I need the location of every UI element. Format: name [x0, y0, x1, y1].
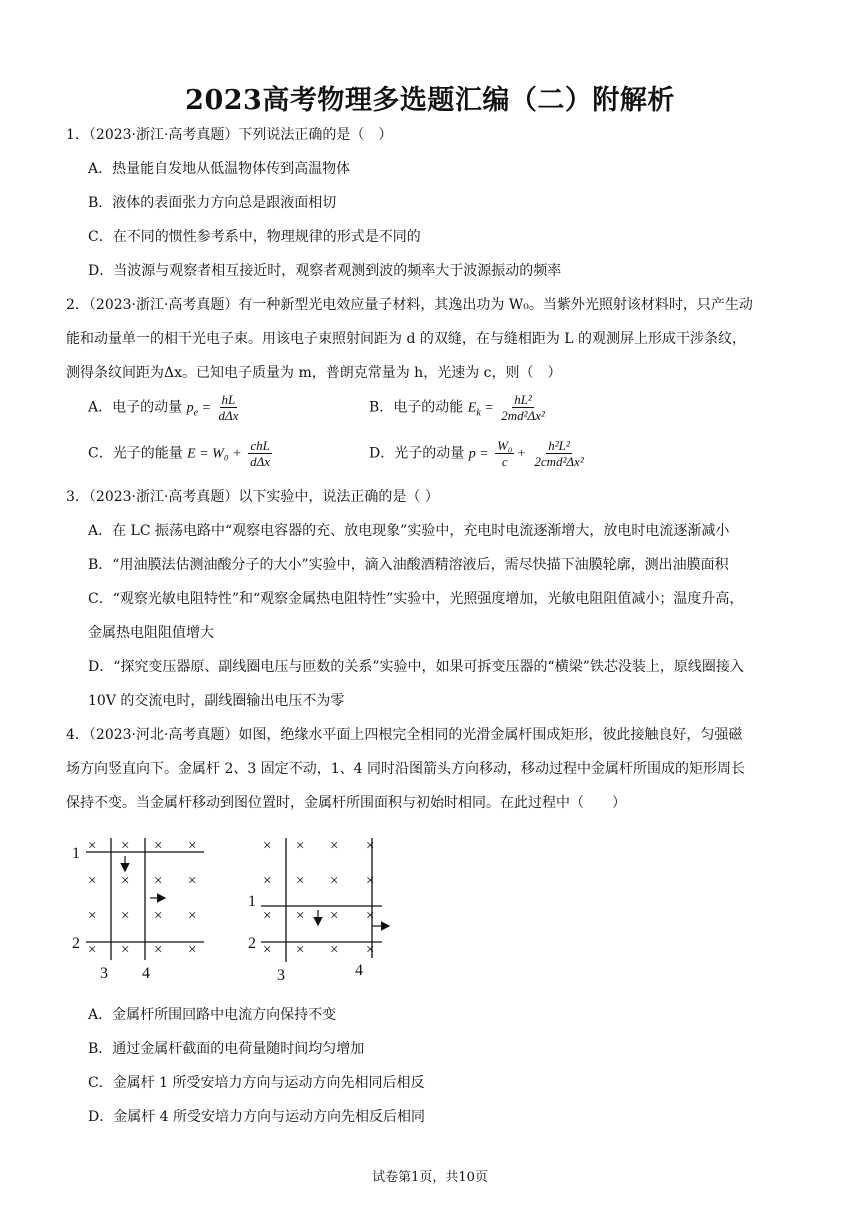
question-4-option-b: B．通过金属杆截面的电荷量随时间均匀增加 [88, 1041, 365, 1057]
question-2-option-c [88, 438, 274, 469]
svg-text:×: × [366, 942, 375, 958]
formula-lhs: p [186, 400, 194, 416]
svg-text:×: × [121, 838, 130, 854]
numerator: chL [250, 438, 270, 453]
svg-text:×: × [88, 838, 97, 854]
formula-lhs: E = W₀ + [187, 446, 242, 462]
formula-fraction-1 [495, 438, 514, 469]
svg-text:×: × [188, 873, 197, 889]
initial-rectangle-diagram [72, 838, 204, 982]
label-rod-3: 3 [277, 967, 285, 984]
option-c-label: C．光子的能量 [88, 445, 188, 462]
question-4-stem-line-1: 4．（2023·河北·高考真题）如图，绝缘水平面上四根完全相同的光滑金属杆围成矩形，彼此接触良好，匀强磁 [66, 727, 743, 743]
question-3-option-c: C．“观察光敏电阻特性”和“观察金属热电阻特性”实验中，光照强度增加，光敏电阻阻值减小；温度升高， [88, 591, 744, 607]
denominator: dΔx [218, 408, 239, 423]
question-1-option-c: C．在不同的惯性参考系中，物理规律的形式是不同的 [88, 229, 421, 245]
svg-text:×: × [88, 908, 97, 924]
label-rod-2: 2 [248, 935, 256, 952]
svg-text:×: × [188, 942, 197, 958]
page-footer: 试卷第1页，共10页 [372, 1170, 488, 1185]
question-2-stem-line-2: 能和动量单一的相干光电子束。用该电子束照射间距为 d 的双缝，在与缝相距为 L 的观测屏上形成干涉条纹， [66, 331, 747, 347]
question-2-option-d: D．光子的动量 p = $\frac{\text{W₀}}{c}$ + $\frac{\text{h²L²}}{\text{2cmd²Δx²}}$ [369, 438, 584, 469]
question-2-stem-line-3: 测得条纹间距为Δx。已知电子质量为 m，普朗克常量为 h，光速为 c，则（ ） [66, 365, 562, 381]
label-rod-4: 4 [355, 962, 363, 979]
question-4-option-c: C．金属杆 1 所受安培力方向与运动方向先相同后相反 [88, 1075, 425, 1091]
svg-text:×: × [366, 873, 375, 889]
question-3-stem: 3．（2023·浙江·高考真题）以下实验中，说法正确的是（ ） [66, 489, 439, 505]
svg-text:×: × [263, 873, 272, 889]
svg-text:×: × [263, 942, 272, 958]
question-1-option-a: A．热量能自发地从低温物体传到高温物体 [88, 161, 351, 177]
question-4-option-d: D．金属杆 4 所受安培力方向与运动方向先相反后相同 [88, 1109, 426, 1125]
magnetic-field-crosses [88, 838, 196, 958]
denominator: 2cmd²Δx² [534, 454, 584, 469]
question-3-option-a: A．在 LC 振荡电路中“观察电容器的充、放电现象”实验中，充电时电流逐渐增大，放电时电流逐渐减小 [88, 523, 730, 539]
question-4-figure [66, 830, 406, 990]
option-a-label: A．电子的动量 [88, 399, 187, 416]
formula-fraction-2 [532, 438, 585, 469]
svg-text:×: × [88, 942, 97, 958]
numerator: hL² [514, 392, 532, 407]
formula-lhs: p = [468, 446, 489, 462]
numerator: h²L² [548, 438, 570, 453]
formula-fraction [216, 392, 240, 423]
option-d-label: D．光子的动量 [369, 445, 469, 462]
question-3-option-b: B．“用油膜法估测油酸分子的大小”实验中，滴入油酸酒精溶液后，需尽快描下油膜轮廓，测出油膜面积 [88, 557, 729, 573]
svg-text:×: × [263, 908, 272, 924]
svg-text:×: × [330, 908, 339, 924]
numerator: W₀ [497, 438, 513, 453]
formula-fraction [499, 392, 547, 423]
denominator: 2md²Δx² [501, 408, 545, 423]
svg-text:×: × [330, 942, 339, 958]
svg-text:×: × [296, 838, 305, 854]
svg-text:×: × [366, 908, 375, 924]
question-1-stem: 1．（2023·浙江·高考真题）下列说法正确的是（ ） [66, 127, 393, 143]
svg-text:×: × [188, 838, 197, 854]
page-title: 2023高考物理多选题汇编（二）附解析 [185, 85, 675, 116]
question-2-option-a: A．电子的动量 $p_e$ = $\frac{hL}{\text{dΔx}}$ [88, 392, 239, 423]
svg-text:×: × [154, 942, 163, 958]
label-rod-1: 1 [248, 893, 256, 910]
svg-text:×: × [121, 873, 130, 889]
svg-text:×: × [330, 873, 339, 889]
svg-text:×: × [188, 908, 197, 924]
formula-fraction [248, 438, 272, 469]
question-3-option-d: D．“探究变压器原、副线圈电压与匝数的关系”实验中，如果可拆变压器的“横梁”铁芯没装上，原线圈接入 [88, 659, 744, 675]
svg-text:×: × [366, 838, 375, 854]
question-1-option-b: B．液体的表面张力方向总是跟液面相切 [88, 195, 337, 211]
question-3-option-d-continued: 10V 的交流电时，副线圈输出电压不为零 [88, 693, 345, 709]
svg-text:×: × [296, 908, 305, 924]
question-4-stem-line-2: 场方向竖直向下。金属杆 2、3 固定不动，1、4 同时沿图箭头方向移动，移动过程中金属杆所围成的矩形周长 [66, 761, 745, 777]
denominator: dΔx [250, 454, 271, 469]
question-2-stem-line-1: 2．（2023·浙江·高考真题）有一种新型光电效应量子材料，其逸出功为 W₀。当紫外光照射该材料时，只产生动 [66, 297, 753, 313]
final-rectangle-diagram [248, 838, 388, 984]
svg-text:×: × [121, 942, 130, 958]
svg-text:×: × [296, 873, 305, 889]
question-4-option-a: A．金属杆所围回路中电流方向保持不变 [88, 1007, 337, 1023]
label-rod-1: 1 [72, 845, 80, 862]
magnetic-field-crosses [263, 838, 374, 958]
svg-text:×: × [330, 838, 339, 854]
svg-text:×: × [121, 908, 130, 924]
svg-text:×: × [154, 838, 163, 854]
svg-text:×: × [263, 838, 272, 854]
svg-text:×: × [154, 908, 163, 924]
option-b-label: B．电子的动能 [369, 399, 468, 416]
numerator: hL [221, 392, 236, 407]
question-2-option-b: B．电子的动能 $E_k$ = $\frac{\text{hL²}}{\text{2md²Δx²}}$ [369, 392, 545, 423]
formula-lhs: E [467, 400, 477, 416]
svg-text:×: × [154, 873, 163, 889]
question-1-option-d: D．当波源与观察者相互接近时，观察者观测到波的频率大于波源振动的频率 [88, 263, 562, 279]
question-4-stem-line-3: 保持不变。当金属杆移动到图位置时，金属杆所围面积与初始时相同。在此过程中（ ） [66, 795, 626, 811]
svg-text:×: × [296, 942, 305, 958]
label-rod-3: 3 [100, 965, 108, 982]
formula-subscript: e [193, 407, 199, 419]
label-rod-4: 4 [142, 965, 150, 982]
formula-subscript: k [476, 407, 481, 419]
denominator: c [501, 454, 508, 469]
svg-text:×: × [88, 873, 97, 889]
question-3-option-c-continued: 金属热电阻阻值增大 [88, 625, 214, 641]
label-rod-2: 2 [72, 935, 80, 952]
